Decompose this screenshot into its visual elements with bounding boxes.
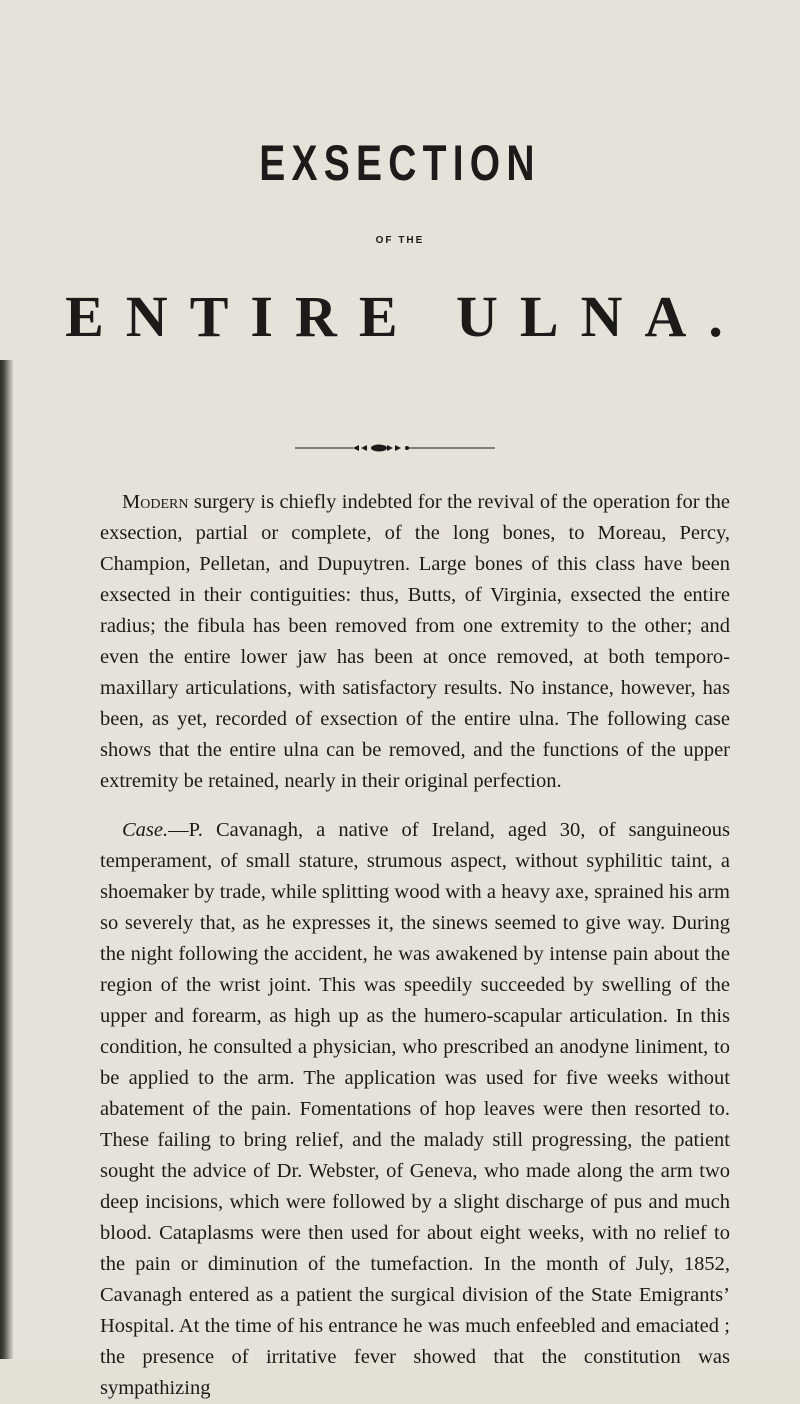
title-entire-ulna: ENTIRE ULNA.: [65, 284, 745, 349]
paragraph-intro: [100, 487, 730, 797]
title-exsection: EXSECTION: [259, 135, 541, 191]
case-label: Case.: [122, 819, 169, 841]
paragraph-case: [100, 815, 730, 1404]
ornament-divider-icon: [295, 443, 495, 453]
lead-word: Modern: [122, 491, 189, 513]
case-text: —P. Cavanagh, a native of Ireland, aged 30, of sanguineous temperament, of small stature, strumous aspect, without syphilitic taint, a shoemaker by trade, while splitting wood with a heavy axe, sprained his arm so severely that, as he expresses it, the sinews seemed to give way. During the night following the accident, he was awakened by intense pain about the region of the wrist joint. This was speedily succeeded by swelling of the upper and forearm, as high up as the humero-scapular articulation. In this condition, he consulted a physician, who prescribed an anodyne liniment, to be applied to the arm. The application was used for five weeks without abatement of the pain. Fomentations of hop leaves were then resorted to. These failing to bring relief, and the malady still progressing, the patient sought the advice of Dr. Webster, of Geneva, who made along the arm two deep incisions, which were followed by a slight discharge of pus and much blood. Cataplasms were then used for about eight weeks, with no relief to the pain or diminution of the tumefaction. In the month of July, 1852, Cavanagh entered as a patient the surgical division of the State Emigrants’ Hospital. At the time of his entrance he was much enfeebled and emaciated ; the presence of irritative fever showed that the constitution was sympathizing: [100, 819, 730, 1399]
title-of-the: OF THE: [375, 235, 425, 246]
intro-text: surgery is chiefly indebted for the revival of the operation for the exsection, partial or complete, of the long bones, to Moreau, Percy, Champion, Pelletan, and Dupuytren. Large bones of this class have been exsected in their contiguities: thus, Butts, of Virginia, exsected the entire radius; the fibula has been removed from one extremity to the other; and even the entire lower jaw has been at once removed, at both temporo-maxillary articulations, with satisfactory results. No instance, however, has been, as yet, recorded of exsection of the entire ulna. The following case shows that the entire ulna can be removed, and the functions of the upper extremity be retained, nearly in their original perfection.: [100, 491, 730, 792]
binding-edge: [0, 360, 14, 1359]
